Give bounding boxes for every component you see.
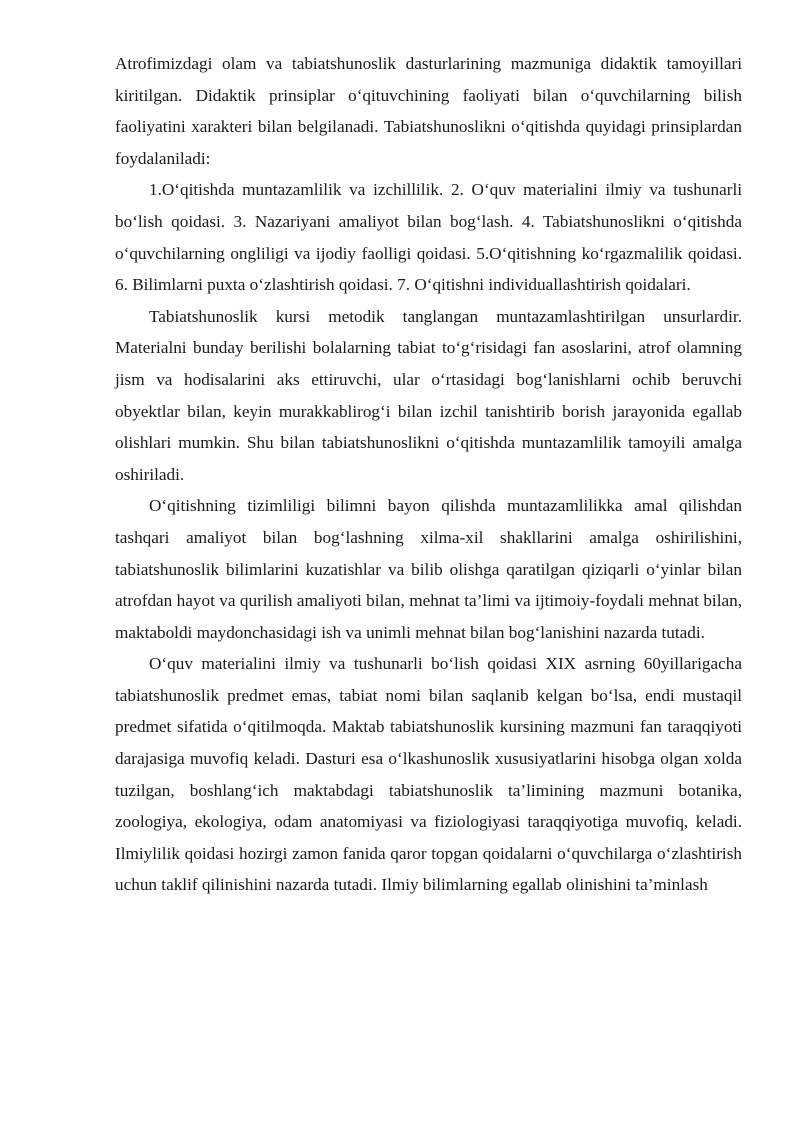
document-page	[115, 48, 742, 901]
paragraph-systematic-teaching: O‘qitishning tizimliligi bilimni bayon qilishda muntazamlilikka amal qilishdan tashqari amaliyot bilan bog‘lashning xilma-xil shakllarini amalga oshirilishini, tabiatshunoslik bilimlarini kuzatishlar va bilib olishga qaratilgan qiziqarli o‘yinlar bilan atrofdan hayot va qurilish amaliyoti bilan, mehnat ta’limi va ijtimoiy-foydali mehnat bilan, maktaboldi maydonchasidagi ish va unimli mehnat bilan bog‘lanishini nazarda tutadi.	[115, 496, 742, 642]
paragraph-principles-list: 1.O‘qitishda muntazamlilik va izchillilik. 2. O‘quv materialini ilmiy va tushunarli bo‘lish qoidasi. 3. Nazariyani amaliyot bilan bog‘lash. 4. Tabiatshunoslikni o‘qitishda o‘quvchilarning ongliligi va ijodiy faolligi qoidasi. 5.O‘qitishning ko‘rgazmalilik qoidasi. 6. Bilimlarni puxta o‘zlashtirish qoidasi. 7. O‘qitishni individuallashtirish qoidalari.	[115, 180, 742, 295]
paragraph-systematic-course: Tabiatshunoslik kursi metodik tanglangan muntazamlashtirilgan unsurlardir. Materialni bunday berilishi bolalarning tabiat to‘g‘risidagi fan asoslarini, atrof olamning jism va hodisalarini aks ettiruvchi, ular o‘rtasidagi bog‘lanishlarni ochib beruvchi obyektlar bilan, keyin murakkablirog‘i bilan izchil tanishtirib borish jarayonida egallab olishlari mumkin. Shu bilan tabiatshunoslikni o‘qitishda muntazamlilik tamoyili amalga oshiriladi.	[115, 306, 742, 484]
paragraph-scientific-principle: O‘quv materialini ilmiy va tushunarli bo‘lish qoidasi XIX asrning 60yillarigacha tabiatshunoslik predmet emas, tabiat nomi bilan saqlanib kelgan bo‘lsa, endi mustaqil predmet sifatida o‘qitilmoqda. Maktab tabiatshunoslik kursining mazmuni fan taraqqiyoti darajasiga muvofiq keladi. Dasturi esa o‘lkashunoslik xususiyatlarini hisobga olgan xolda tuzilgan, boshlang‘ich maktabdagi tabiatshunoslik ta’limining mazmuni botanika, zoologiya, ekologiya, odam anatomiyasi va fiziologiyasi taraqqiyotiga muvofiq, keladi. Ilmiylilik qoidasi hozirgi zamon fanida qaror topgan qoidalarni o‘quvchilarga o‘zlashtirish uchun taklif qilinishini nazarda tutadi. Ilmiy bilimlarning egallab olinishini ta’minlash	[115, 654, 742, 895]
paragraph-intro: Atrofimizdagi olam va tabiatshunoslik dasturlarining mazmuniga didaktik tamoyillari kiritilgan. Didaktik prinsiplar o‘qituvchining faoliyati bilan o‘quvchilarning bilish faoliyatini xarakteri bilan belgilanadi. Tabiatshunoslikni o‘qitishda quyidagi prinsiplardan foydalaniladi:	[115, 54, 742, 168]
